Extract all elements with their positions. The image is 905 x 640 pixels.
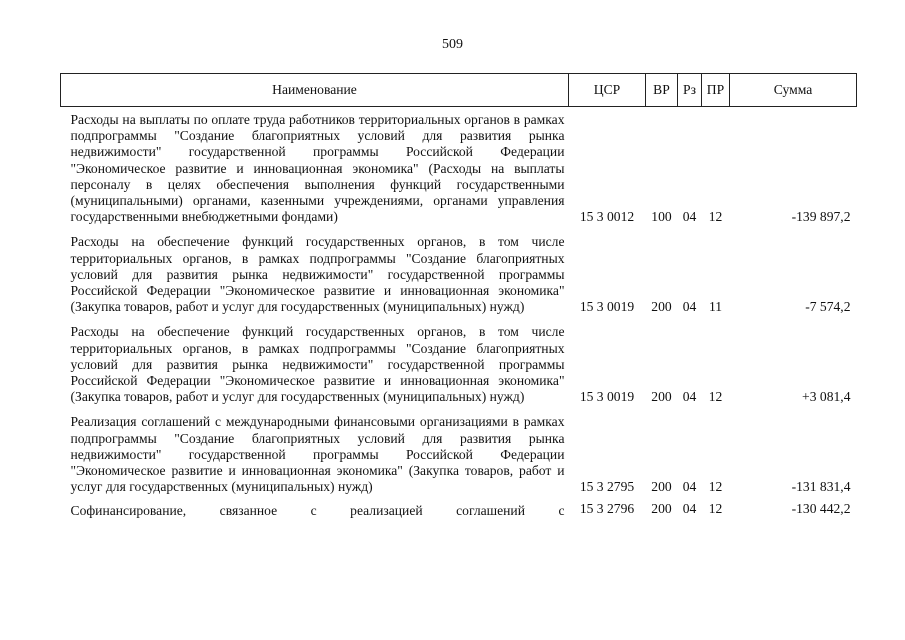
row-name: Расходы на выплаты по оплате труда работников территориальных органов в рамках подпрограммы "Создание благоприятных условий для развития рынка недвижимости" государственной программы Российской Федерации "Экономическое развитие и инновационная экономика" (Расходы на выплаты персоналу в целях обеспечения выполнения функций государственными (муниципальными) органами, казенными учреждениями, органами управления государственными внебюджетными фондами) <box>70 112 565 225</box>
header-name: Наименование <box>61 74 569 107</box>
row-name: Расходы на обеспечение функций государственных органов, в том числе территориальных органов, в рамках подпрограммы "Создание благоприятных условий для развития рынка недвижимости" государственной программы Российской Федерации "Экономическое развитие и инновационная экономика" (Закупка товаров, работ и услуг для государственных (муниципальных) нужд) <box>70 324 565 405</box>
row-vr: 200 <box>651 299 672 315</box>
row-vr: 200 <box>651 501 672 517</box>
header-pr: ПР <box>702 74 730 107</box>
table-row <box>61 107 857 226</box>
row-name: Софинансирование, связанное с реализацией соглашений с <box>70 503 565 519</box>
row-csr: 15 3 2796 <box>579 501 635 517</box>
row-sum: -131 831,4 <box>791 479 851 495</box>
row-sum: -130 442,2 <box>791 501 851 517</box>
table-row <box>61 315 857 405</box>
row-rz: 04 <box>682 479 697 495</box>
row-sum: +3 081,4 <box>802 389 851 405</box>
row-pr: 12 <box>708 479 723 495</box>
header-sum: Сумма <box>730 74 857 107</box>
header-vr: ВР <box>646 74 678 107</box>
row-rz: 04 <box>682 389 697 405</box>
row-csr: 15 3 2795 <box>579 479 635 495</box>
row-sum: -139 897,2 <box>791 209 851 225</box>
row-name: Реализация соглашений с международными финансовыми организациями в рамках подпрограммы "Создание благоприятных условий для развития рынка недвижимости" государственной программы Российской Федерации "Экономическое развитие и инновационная экономика" (Закупка товаров, работ и услуг для государственных (муниципальных) нужд) <box>70 414 565 495</box>
row-vr: 100 <box>651 209 672 225</box>
table-header-row <box>61 74 857 107</box>
row-pr: 12 <box>708 501 723 517</box>
table-row <box>61 405 857 495</box>
header-csr: ЦСР <box>569 74 646 107</box>
row-vr: 200 <box>651 479 672 495</box>
budget-table <box>60 73 857 520</box>
table-row <box>61 495 857 519</box>
row-csr: 15 3 0012 <box>579 209 635 225</box>
row-csr: 15 3 0019 <box>579 299 635 315</box>
row-pr: 12 <box>708 209 723 225</box>
page-number: 509 <box>442 37 463 52</box>
row-rz: 04 <box>682 299 697 315</box>
row-vr: 200 <box>651 389 672 405</box>
header-rz: Рз <box>678 74 702 107</box>
table-row <box>61 225 857 315</box>
row-rz: 04 <box>682 501 697 517</box>
row-sum: -7 574,2 <box>805 299 851 315</box>
row-pr: 11 <box>708 299 723 315</box>
row-pr: 12 <box>708 389 723 405</box>
row-rz: 04 <box>682 209 697 225</box>
row-csr: 15 3 0019 <box>579 389 635 405</box>
row-name: Расходы на обеспечение функций государственных органов, в том числе территориальных органов, в рамках подпрограммы "Создание благоприятных условий для развития рынка недвижимости" государственной программы Российской Федерации "Экономическое развитие и инновационная экономика" (Закупка товаров, работ и услуг для государственных (муниципальных) нужд) <box>70 234 565 315</box>
